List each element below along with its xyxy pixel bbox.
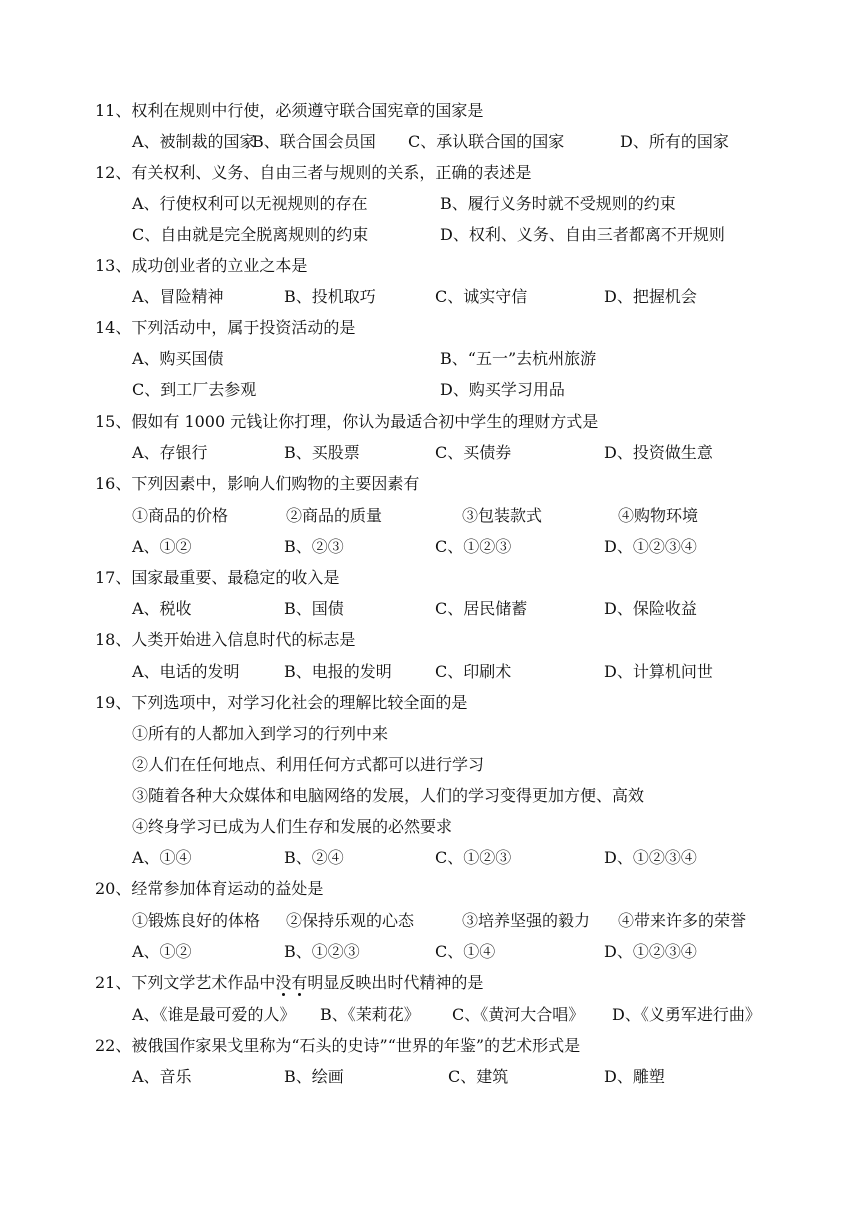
question-14-options-row1 <box>132 343 792 374</box>
option-b: B、①②③ <box>284 942 360 961</box>
question-11-stem: 11、权利在规则中行使，必须遵守联合国宪章的国家是 <box>95 101 484 120</box>
question-15-stem: 15、假如有 1000 元钱让你打理，你认为最适合初中学生的理财方式是 <box>95 412 599 431</box>
question-15-options <box>132 437 792 468</box>
question-19-statement-2: ②人们在任何地点、利用任何方式都可以进行学习 <box>132 755 485 774</box>
statement-2: ②商品的质量 <box>286 506 383 525</box>
question-18-stem: 18、人类开始进入信息时代的标志是 <box>95 630 356 649</box>
option-a: A、《谁是最可爱的人》 <box>132 1005 296 1024</box>
option-c: C、居民储蓄 <box>435 599 528 618</box>
question-19-statement-1: ①所有的人都加入到学习的行列中来 <box>132 724 389 743</box>
question-20-statements <box>132 905 792 936</box>
statement-3: ③包装款式 <box>462 506 543 525</box>
question-19-statement-3: ③随着各种大众媒体和电脑网络的发展，人们的学习变得更加方便、高效 <box>132 786 645 805</box>
statement-3: ③培养坚强的毅力 <box>462 911 591 930</box>
statement-4: ④带来许多的荣誉 <box>618 911 747 930</box>
stem-text-start: 21、下列文学艺术作品中 <box>95 973 276 992</box>
option-b: B、《茉莉花》 <box>320 1005 420 1024</box>
option-b: B、投机取巧 <box>284 287 376 306</box>
question-21-options <box>132 999 792 1030</box>
option-c: C、①②③ <box>435 537 512 556</box>
question-21-stem <box>95 967 483 998</box>
question-16-stem: 16、下列因素中，影响人们购物的主要因素有 <box>95 474 420 493</box>
option-c: C、自由就是完全脱离规则的约束 <box>132 225 369 244</box>
option-a: A、冒险精神 <box>132 287 224 306</box>
option-b: B、国债 <box>284 599 344 618</box>
option-a: A、行使权利可以无视规则的存在 <box>132 194 368 213</box>
option-d: D、《义勇军进行曲》 <box>612 1005 761 1024</box>
question-19-statement-4: ④终身学习已成为人们生存和发展的必然要求 <box>132 817 453 836</box>
option-d: D、把握机会 <box>604 287 697 306</box>
option-a: A、税收 <box>132 599 192 618</box>
option-d: D、所有的国家 <box>620 132 729 151</box>
question-19-stem: 19、下列选项中，对学习化社会的理解比较全面的是 <box>95 693 468 712</box>
option-b: B、电报的发明 <box>284 662 392 681</box>
question-14-options-row2 <box>132 374 792 405</box>
option-b: B、履行义务时就不受规则的约束 <box>440 194 676 213</box>
option-d: D、计算机问世 <box>604 662 713 681</box>
option-c: C、到工厂去参观 <box>132 380 257 399</box>
question-22-options <box>132 1061 792 1092</box>
question-14-stem: 14、下列活动中，属于投资活动的是 <box>95 318 356 337</box>
option-c: C、承认联合国的国家 <box>408 132 565 151</box>
emphasis-char-2: 有 <box>291 973 308 992</box>
option-b: B、“五一”去杭州旅游 <box>440 349 597 368</box>
statement-2: ②保持乐观的心态 <box>286 911 415 930</box>
option-b: B、绘画 <box>284 1067 344 1086</box>
option-c: C、①②③ <box>435 848 512 867</box>
option-a: A、①④ <box>132 848 192 867</box>
question-12-options-row2 <box>132 219 792 250</box>
question-13-stem: 13、成功创业者的立业之本是 <box>95 256 308 275</box>
emphasis-char-1: 没 <box>275 973 292 992</box>
question-12-options-row1 <box>132 188 792 219</box>
statement-1: ①商品的价格 <box>132 506 229 525</box>
option-d: D、购买学习用品 <box>440 380 565 399</box>
option-a: A、被制裁的国家 <box>132 132 256 151</box>
question-11-options <box>132 126 792 157</box>
option-a: A、存银行 <box>132 443 208 462</box>
option-a: A、购买国债 <box>132 349 224 368</box>
option-d: D、①②③④ <box>604 537 697 556</box>
option-c: C、建筑 <box>448 1067 509 1086</box>
statement-1: ①锻炼良好的体格 <box>132 911 261 930</box>
option-c: C、买债券 <box>435 443 512 462</box>
option-b: B、联合国会员国 <box>252 132 376 151</box>
question-16-options <box>132 531 792 562</box>
option-c: C、印刷术 <box>435 662 512 681</box>
option-c: C、《黄河大合唱》 <box>452 1005 585 1024</box>
stem-text-end: 明显反映出时代精神的是 <box>307 973 484 992</box>
option-a: A、电话的发明 <box>132 662 240 681</box>
option-d: D、保险收益 <box>604 599 697 618</box>
option-a: A、音乐 <box>132 1067 192 1086</box>
question-12-stem: 12、有关权利、义务、自由三者与规则的关系，正确的表述是 <box>95 163 532 182</box>
option-d: D、①②③④ <box>604 942 697 961</box>
question-13-options <box>132 281 792 312</box>
option-b: B、②③ <box>284 537 344 556</box>
option-d: D、权利、义务、自由三者都离不开规则 <box>440 225 725 244</box>
option-b: B、买股票 <box>284 443 360 462</box>
option-c: C、诚实守信 <box>435 287 528 306</box>
option-a: A、①② <box>132 942 192 961</box>
option-c: C、①④ <box>435 942 496 961</box>
option-d: D、雕塑 <box>604 1067 665 1086</box>
question-22-stem: 22、被俄国作家果戈里称为“石头的史诗”“世界的年鉴”的艺术形式是 <box>95 1036 581 1055</box>
question-19-options <box>132 842 792 873</box>
option-b: B、②④ <box>284 848 344 867</box>
question-20-options <box>132 936 792 967</box>
statement-4: ④购物环境 <box>618 506 699 525</box>
question-18-options <box>132 656 792 687</box>
option-d: D、①②③④ <box>604 848 697 867</box>
question-17-stem: 17、国家最重要、最稳定的收入是 <box>95 568 340 587</box>
question-16-statements <box>132 500 792 531</box>
question-17-options <box>132 593 792 624</box>
option-d: D、投资做生意 <box>604 443 713 462</box>
question-20-stem: 20、经常参加体育运动的益处是 <box>95 879 324 898</box>
option-a: A、①② <box>132 537 192 556</box>
